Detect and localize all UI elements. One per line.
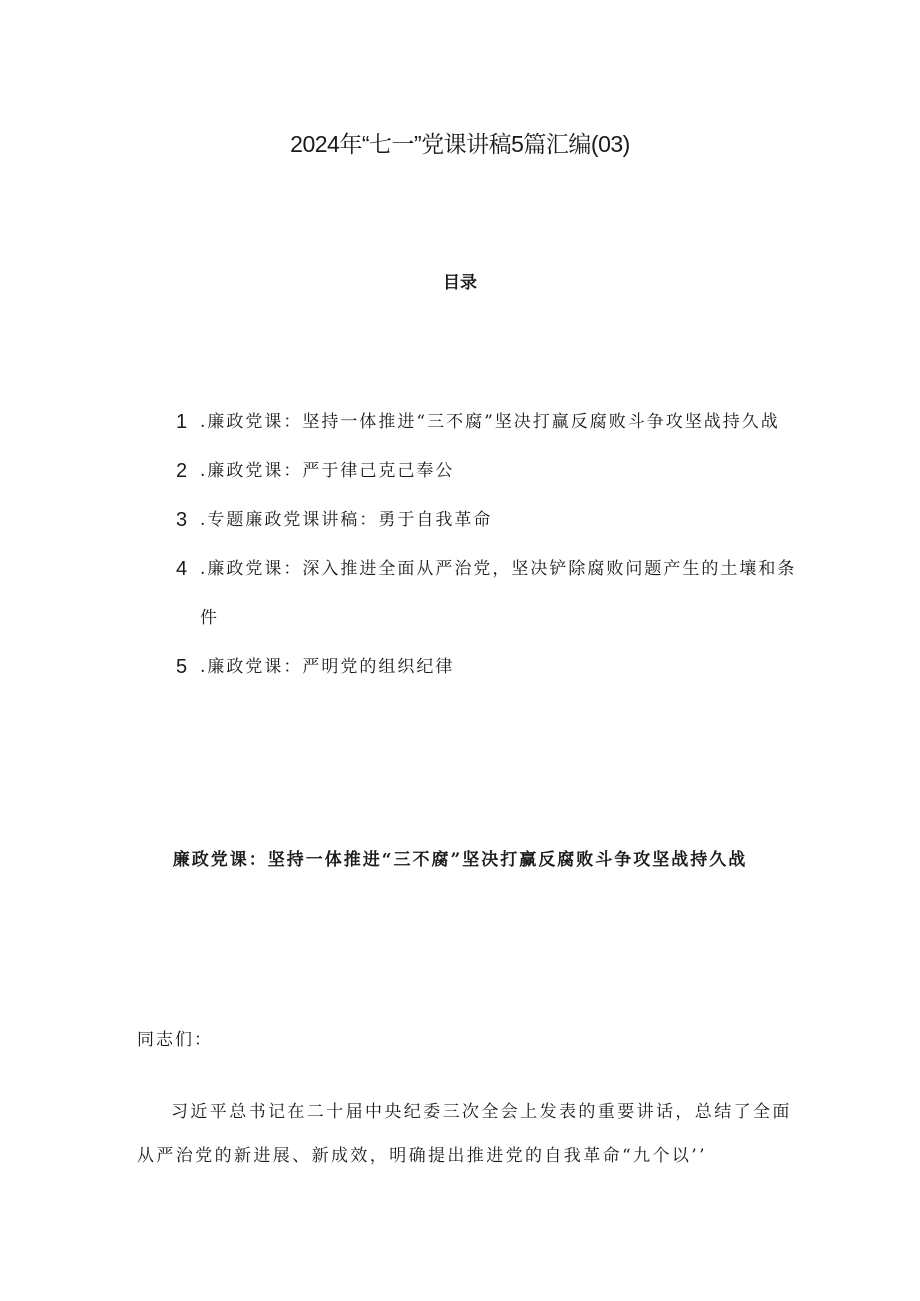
toc-item-number: 4 (176, 558, 188, 580)
toc-item-5[interactable] (0, 643, 800, 692)
body-paragraph: 习近平总书记在二十届中央纪委三次全会上发表的重要讲话，总结了全面从严治党的新进展、新成效，明确提出推进党的自我革命“九个以’’ (137, 1102, 792, 1166)
salutation: 同志们： (137, 1030, 213, 1050)
toc-item-number: 2 (176, 460, 188, 482)
toc-item-text: .廉政党课：深入推进全面从严治党，坚决铲除腐败问题产生的土壤和条件 (200, 559, 797, 628)
toc-item-text: .廉政党课：坚持一体推进“三不腐”坚决打赢反腐败斗争攻坚战持久战 (200, 412, 780, 432)
toc-item-1[interactable] (0, 398, 800, 447)
toc-item-3[interactable] (0, 496, 800, 545)
section-title: 廉政党课：坚持一体推进“三不腐”坚决打赢反腐败斗争攻坚战持久战 (172, 850, 748, 870)
toc-item-2[interactable] (0, 447, 800, 496)
document-title: 2024年“七一”党课讲稿5篇汇编(03) (290, 131, 630, 157)
table-of-contents (0, 398, 920, 692)
toc-item-number: 5 (176, 656, 188, 678)
toc-item-text: .廉政党课：严明党的组织纪律 (200, 657, 455, 677)
toc-item-text: .廉政党课：严于律己克己奉公 (200, 461, 455, 481)
toc-item-number: 3 (176, 509, 188, 531)
toc-item-text: .专题廉政党课讲稿：勇于自我革命 (200, 510, 493, 530)
toc-item-number: 1 (176, 411, 188, 433)
toc-heading: 目录 (443, 273, 477, 293)
toc-item-4[interactable] (0, 545, 800, 643)
